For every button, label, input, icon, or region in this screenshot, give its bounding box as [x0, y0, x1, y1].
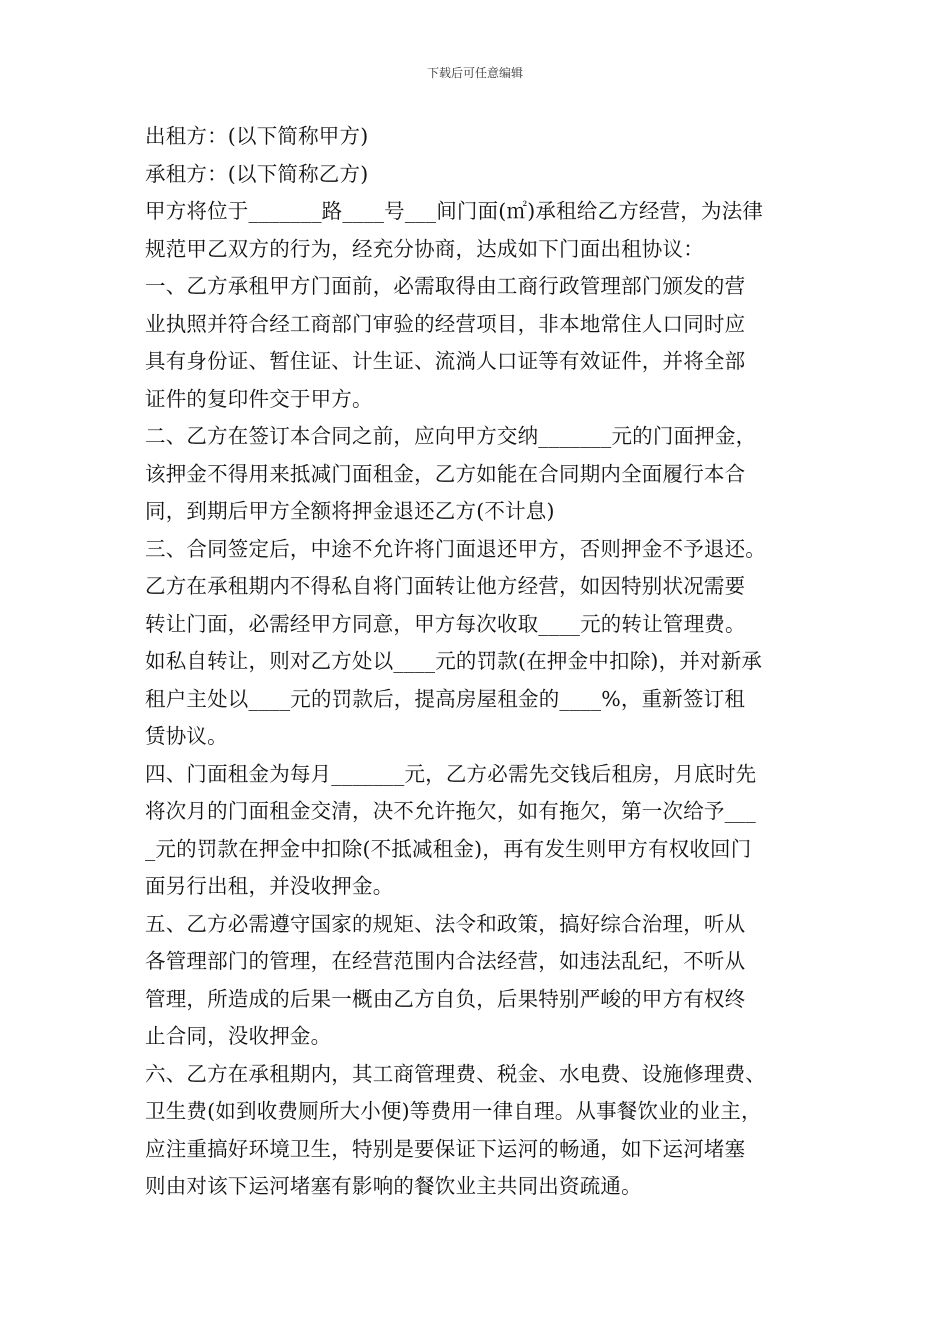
text-line: 应注重搞好环境卫生，特别是要保证下运河的畅通，如下运河堵塞 [145, 1136, 746, 1161]
text-line: 赁协议。 [145, 724, 228, 748]
text-line: 转让门面，必需经甲方同意，甲方每次收取____元的转让管理费。 [145, 611, 746, 636]
text-line: 如私自转让，则对乙方处以____元的罚款(在押金中扣除)，并对新承 [145, 649, 763, 673]
text-line: 六、乙方在承租期内，其工商管理费、税金、水电费、设施修理费、 [145, 1061, 766, 1086]
text-line: 同，到期后甲方全额将押金退还乙方(不计息) [145, 499, 555, 523]
text-line: 将次月的门面租金交清，决不允许拖欠，如有拖欠，第一次给予___ [145, 799, 756, 823]
text-line: 租户主处以____元的罚款后，提高房屋租金的____%，重新签订租 [145, 686, 746, 711]
text-line: 规范甲乙双方的行为，经充分协商，达成如下门面出租协议： [145, 236, 704, 261]
text-line: 乙方在承租期内不得私自将门面转让他方经营，如因特别状况需要 [145, 574, 746, 598]
text-line: 五、乙方必需遵守国家的规矩、法令和政策，搞好综合治理，听从 [145, 911, 746, 936]
text-line: 一、乙方承租甲方门面前，必需取得由工商行政管理部门颁发的营 [145, 274, 746, 298]
text-line: 二、乙方在签订本合同之前，应向甲方交纳_______元的门面押金， [145, 424, 757, 448]
text-line: 承租方：(以下简称乙方) [145, 161, 369, 186]
text-line: 四、门面租金为每月_______元，乙方必需先交钱后租房，月底时先 [145, 761, 757, 786]
text-line: 管理，所造成的后果一概由乙方自负，后果特别严峻的甲方有权终 [145, 986, 746, 1011]
text-line: 甲方将位于_______路____号___间门面(㎡)承租给乙方经营，为法律 [145, 199, 764, 223]
text-line: 卫生费(如到收费厕所大小便)等费用一律自理。从事餐饮业的业主， [145, 1099, 762, 1123]
text-line: 则由对该下运河堵塞有影响的餐饮业主共同出资疏通。 [145, 1174, 642, 1198]
text-line: 业执照并符合经工商部门审验的经营项目，非本地常住人口同时应 [145, 311, 746, 336]
text-line: 各管理部门的管理，在经营范围内合法经营，如违法乱纪，不听从 [145, 949, 746, 973]
text-line: _元的罚款在押金中扣除(不抵减租金)，再有发生则甲方有权收回门 [145, 836, 752, 861]
text-line: 出租方：(以下简称甲方) [145, 124, 369, 148]
text-line: 具有身份证、暂住证、计生证、流淌人口证等有效证件，并将全部 [145, 349, 746, 373]
document-body [145, 118, 820, 1206]
page-header: 下载后可任意编辑 [426, 66, 523, 80]
text-line: 止合同，没收押金。 [145, 1024, 332, 1048]
text-line: 证件的复印件交于甲方。 [145, 386, 373, 411]
text-line: 面另行出租，并没收押金。 [145, 874, 394, 898]
text-line: 三、合同签定后，中途不允许将门面退还甲方，否则押金不予退还。 [145, 536, 766, 561]
text-line: 该押金不得用来抵减门面租金，乙方如能在合同期内全面履行本合 [145, 461, 746, 486]
